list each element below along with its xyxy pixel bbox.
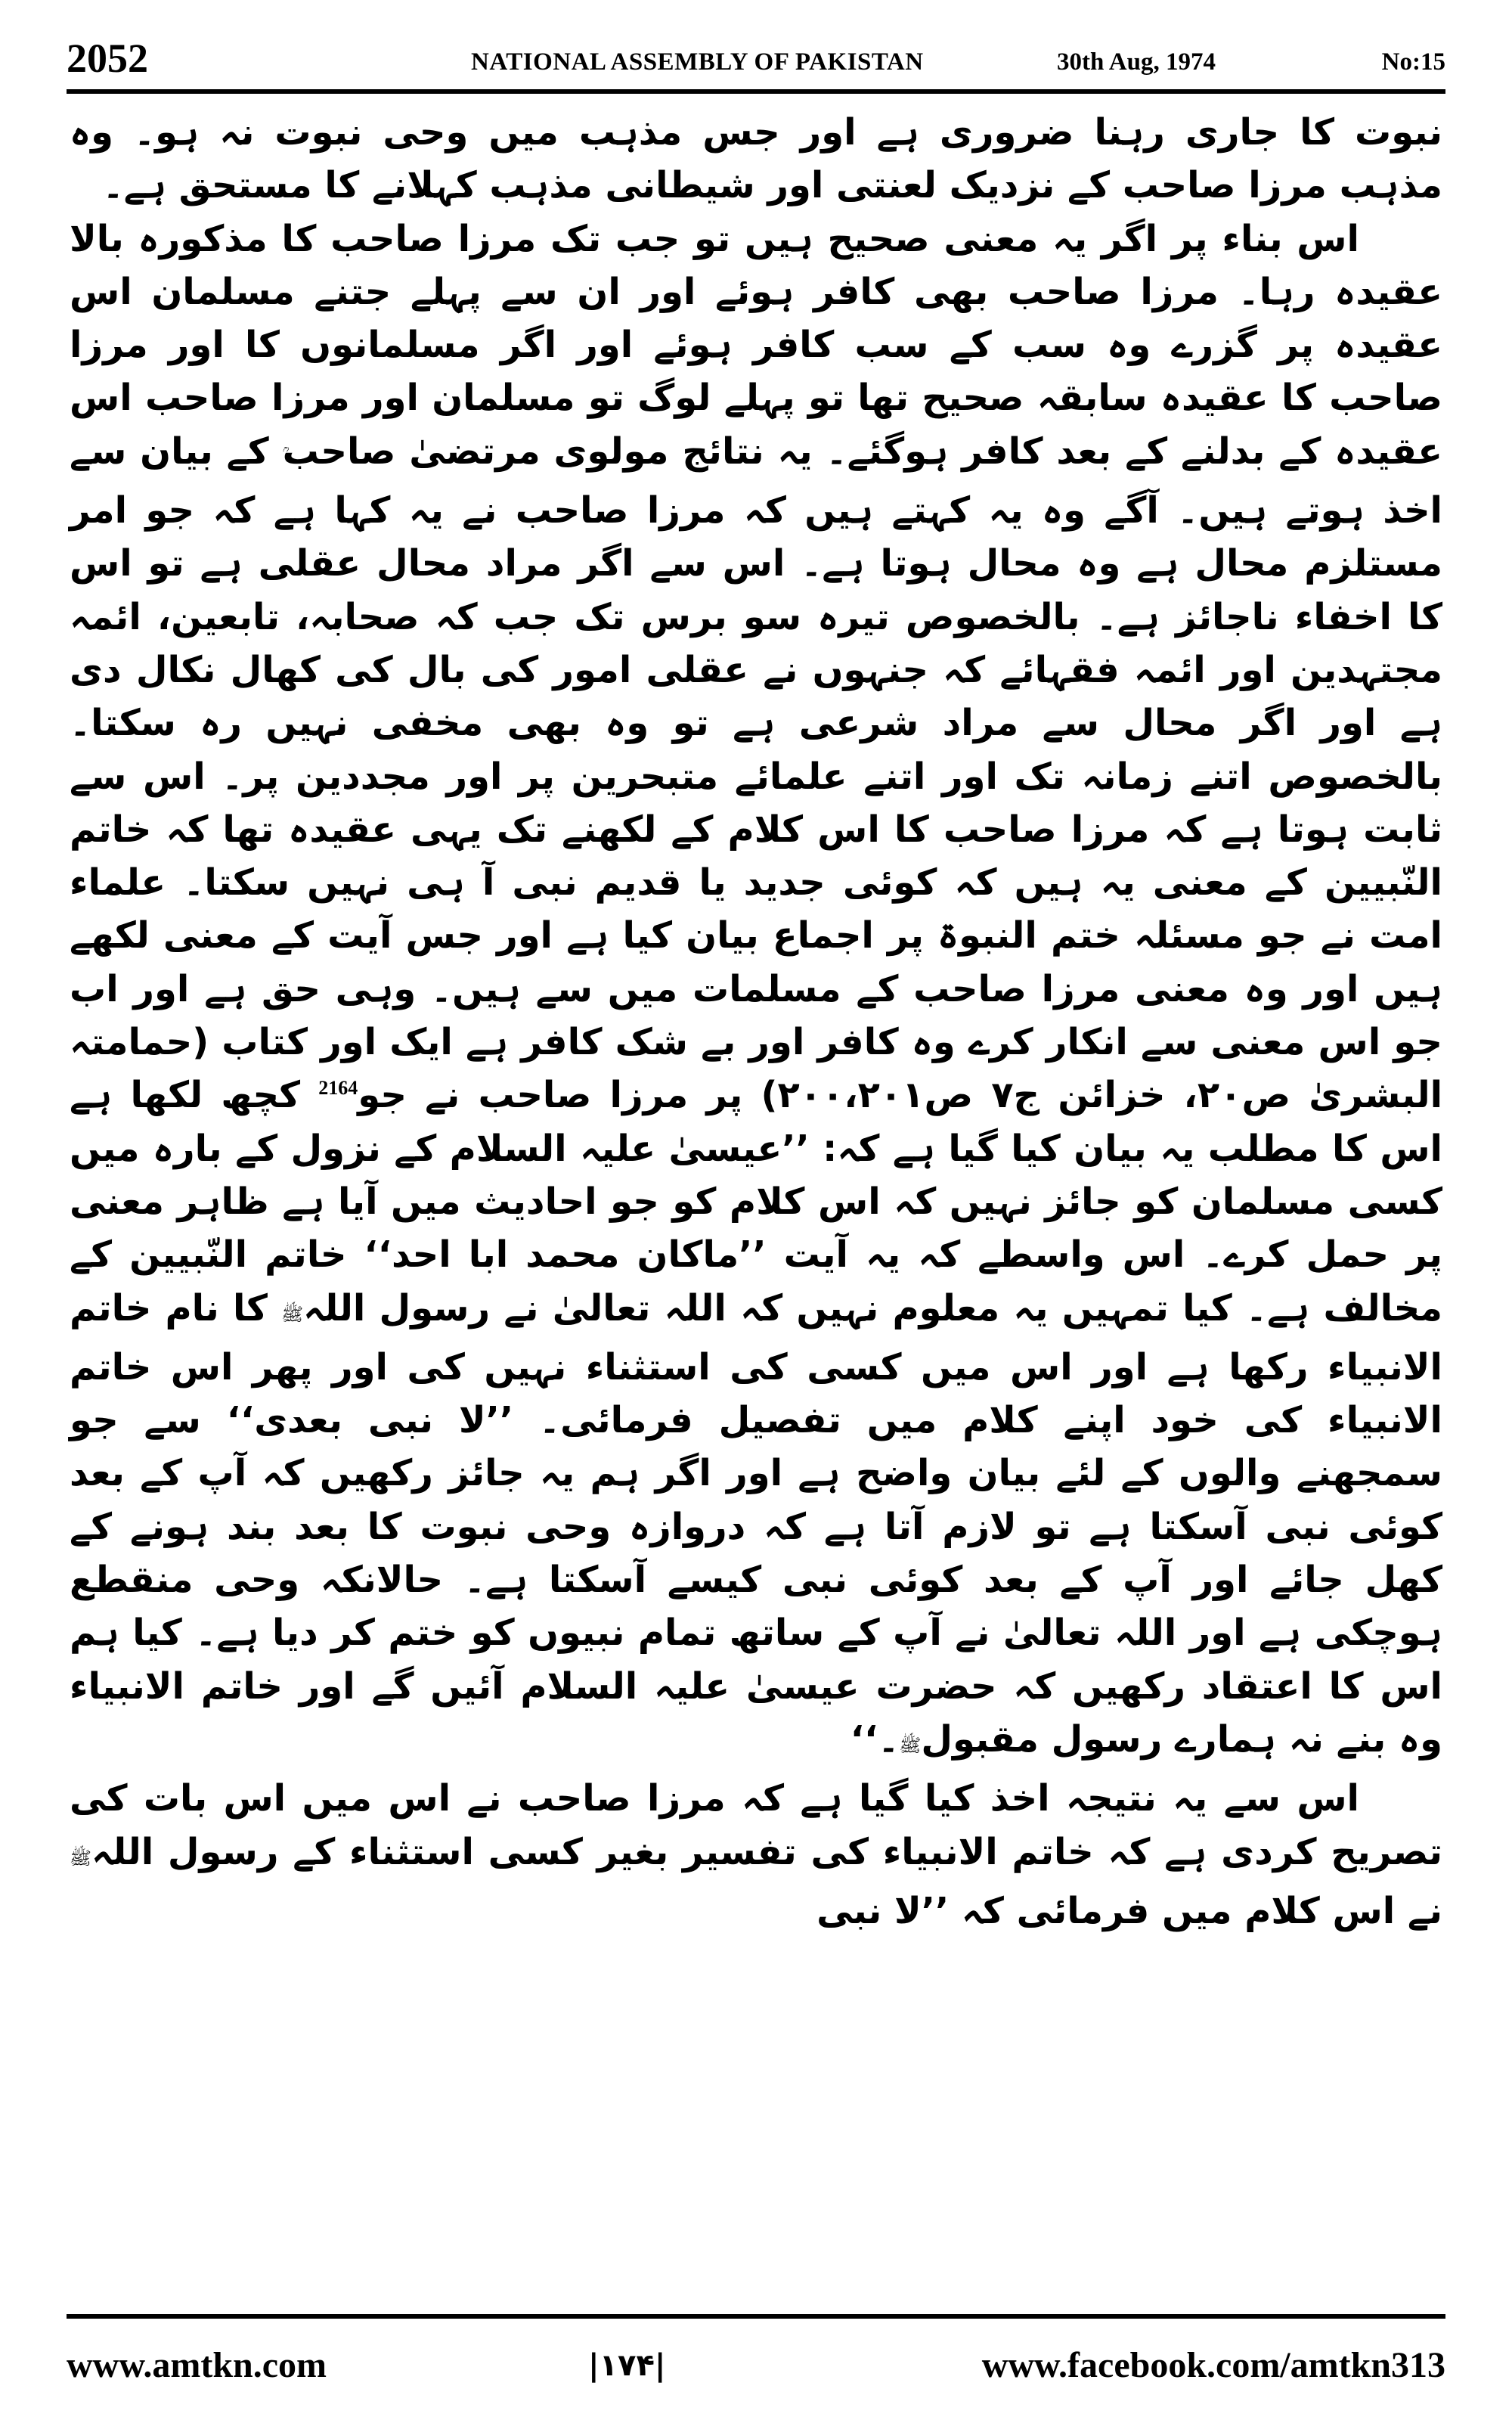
- paragraph-3-text-a: اس سے یہ نتیجہ اخذ کیا گیا ہے کہ مرزا صاحب نے اس میں اس بات کی تصریح کردی ہے کہ خاتم الانبیاء کی تفسیر بغیر کسی استثناء کے رسول اللہ: [70, 1777, 1442, 1873]
- page-number: 2052: [67, 36, 148, 81]
- facebook-link[interactable]: www.facebook.com/amtkn313: [981, 2345, 1445, 2385]
- honorific-mark-2: ﷺ: [899, 1734, 922, 1756]
- issue-number: No:15: [1381, 48, 1445, 76]
- paragraph-3: [70, 1772, 1442, 1938]
- body-text: [70, 106, 1442, 1938]
- paragraph-3-text-b: نے اس کلام میں فرمائی کہ ’’لا نبی: [816, 1889, 1442, 1932]
- paragraph-2-text-e: ۔‘‘: [850, 1717, 900, 1761]
- paragraph-2-text-b: کے بیان سے اخذ ہوتے ہیں۔ آگے وہ یہ کہتے ہیں کہ مرزا صاحب نے یہ کہا ہے کہ جو امر مستلزم محال ہے وہ محال ہوتا ہے۔ اس سے اگر مراد محال عقلی ہے تو اس کا اخفاء ناجائز ہے۔ بالخصوص تیرہ سو برس تک جب کہ صحابہ، تابعین، ائمہ مجتہدین اور ائمہ فقہائے کہ جنہوں نے عقلی امور کی بال کی کھال نکال دی ہے اور اگر محال سے مراد شرعی ہے تو وہ بھی مخفی نہیں رہ سکتا۔ بالخصوص اتنے زمانہ تک اور اتنے علمائے متبحرین پر اور مجددین پر۔ اس سے ثابت ہوتا ہے کہ مرزا صاحب کا اس کلام کے لکھنے تک یہی عقیدہ تھا کہ خاتم النّبیین کے معنی یہ ہیں کہ کوئی جدید یا قدیم نبی آ ہی نہیں سکتا۔ علماء امت نے جو مسئلہ ختم النبوۃ پر اجماع بیان کیا ہے اور جس آیت کے معنی لکھے ہیں اور وہ معنی مرزا صاحب کے مسلمات میں سے ہیں۔ وہی حق ہے اور اب جو اس معنی سے انکار کرے وہ کافر اور بے شک کافر ہے ایک اور کتاب (حمامتہ البشریٰ ص۲۰، خزائن ج۷ ص۲۰۰،۲۰۱) پر مرزا صاحب نے جو: [70, 430, 1443, 1117]
- publication-title: NATIONAL ASSEMBLY OF PAKISTAN: [471, 48, 924, 76]
- honorific-mark-1: ﷺ: [281, 1303, 304, 1325]
- footer-rule: [67, 2314, 1445, 2319]
- page-header: [67, 32, 1445, 85]
- issue-date: 30th Aug, 1974: [1057, 48, 1216, 76]
- paragraph-2: [70, 213, 1442, 1773]
- footnote-marker: 2164: [318, 1077, 358, 1100]
- paragraph-2-text-c: کچھ لکھا ہے اس کا مطلب یہ بیان کیا گیا ہے کہ: ’’عیسیٰ علیہ السلام کے نزول کے بارہ میں کسی مسلمان کو جائز نہیں کہ اس کلام کو جو احادیث میں آیا ہے ظاہر معنی پر حمل کرے۔ اس واسطے کہ یہ آیت ’’ماکان محمد ابا احد‘‘ خاتم النّبیین کے مخالف ہے۔ کیا تمہیں یہ معلوم نہیں کہ اللہ تعالیٰ نے رسول اللہ: [70, 1074, 1442, 1329]
- honorific-mark-3: ﷺ: [70, 1847, 91, 1869]
- website-link[interactable]: www.amtkn.com: [67, 2345, 327, 2385]
- source-page-reference: |۱۷۴|: [588, 2348, 666, 2383]
- paragraph-1: نبوت کا جاری رہنا ضروری ہے اور جس مذہب میں وحی نبوت نہ ہو۔ وہ مذہب مرزا صاحب کے نزدیک لعنتی اور شیطانی مذہب کہلانے کا مستحق ہے۔: [70, 111, 1442, 207]
- paragraph-2-text-a: اس بناء پر اگر یہ معنی صحیح ہیں تو جب تک مرزا صاحب کا مذکورہ بالا عقیدہ رہا۔ مرزا صاحب بھی کافر ہوئے اور ان سے پہلے جتنے مسلمان اس عقیدہ پر گزرے وہ سب کے سب کافر ہوئے اور اگر مسلمانوں کا اور مرزا صاحب کا عقیدہ سابقہ صحیح تھا تو پہلے لوگ تو مسلمان اور مرزا صاحب اس عقیدہ کے بدلنے کے بعد کافر ہوگئے۔ یہ نتائج مولوی مرتضیٰ صاحب: [70, 217, 1442, 473]
- page-footer: [67, 2335, 1445, 2396]
- header-rule: [67, 89, 1445, 94]
- paragraph-2-text-d: کا نام خاتم الانبیاء رکھا ہے اور اس میں کسی کی استثناء نہیں کی اور پھر اس خاتم الانبیاء کی خود اپنے کلام میں تفصیل فرمائی۔ ’’لا نبی بعدی‘‘ سے جو سمجھنے والوں کے لئے بیان واضح ہے اور اگر ہم یہ جائز رکھیں کہ آپ کے بعد کوئی نبی آسکتا ہے تو لازم آتا ہے کہ دروازہ وحی نبوت کا بعد بند ہونے کے کھل جائے اور آپ کے بعد کوئی نبی کیسے آسکتا ہے۔ حالانکہ وحی منقطع ہوچکی ہے اور اللہ تعالیٰ نے آپ کے ساتھ تمام نبیوں کو ختم کر دیا ہے۔ کیا ہم اس کا اعتقاد رکھیں کہ حضرت عیسیٰ علیہ السلام آئیں گے اور خاتم الانبیاء وہ بنے نہ ہمارے رسول مقبول: [70, 1286, 1442, 1761]
